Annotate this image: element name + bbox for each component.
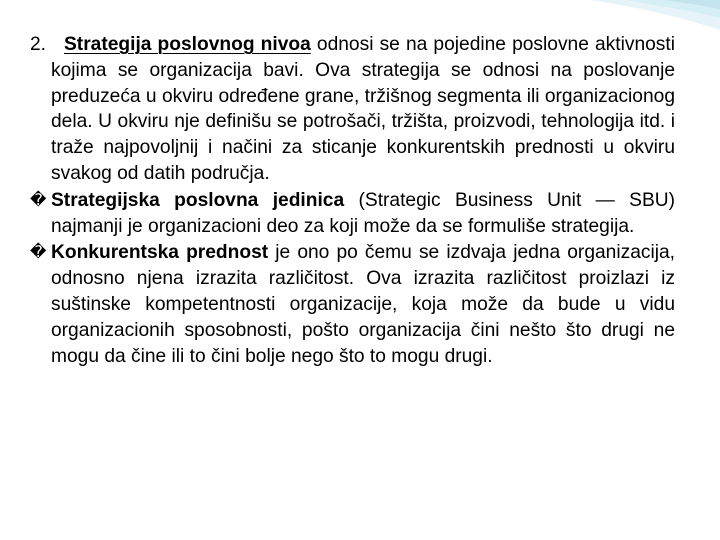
paragraph-text: je ono po čemu se izdvaja jedna organizacija, odnosno njena izrazita različitost. Ova izrazita različitost proizlazi iz suštinske kompetentnosti organizacije, koja može da bude u vidu organizacionih sposobnosti, pošto organizacija čini nešto što drugi ne mogu da čine ili to čini bolje nego što to mogu drugi. — [51, 242, 675, 367]
term-competitive-advantage: Konkurentska prednost — [51, 242, 269, 264]
paragraph-text: odnosi se na pojedine poslovne aktivnosti kojima se organizacija bavi. Ova strategija se odnosi na poslovanje preduzeća u okviru određene grane, tržišnog segmenta ili organizacionog dela. U okviru nje definišu se potrošači, tržišta, proizvodi, tehnologija itd. i traže najpovoljnij i načini za sticanje konkurentskih prednosti u okviru svakog od datih područja. — [51, 34, 675, 184]
corner-decoration — [570, 0, 720, 36]
bullet-icon: � — [30, 189, 47, 209]
term-business-level-strategy: Strategija poslovnog nivoa — [64, 34, 311, 55]
list-number: 2. — [30, 34, 47, 55]
paragraph-competitive-advantage — [30, 239, 675, 369]
paragraph-strategic-business-unit — [30, 187, 675, 240]
term-strategic-business-unit: Strategijska poslovna jedinica — [51, 189, 345, 211]
slide-body — [30, 32, 675, 369]
paragraph-text: (Strategic Business Unit — SBU) najmanji je organizacioni deo za koji može da se formuliše strategija. — [51, 189, 675, 237]
corner-wave-graphic — [570, 0, 720, 36]
bullet-icon: � — [30, 242, 47, 262]
paragraph-business-level-strategy — [30, 32, 675, 187]
